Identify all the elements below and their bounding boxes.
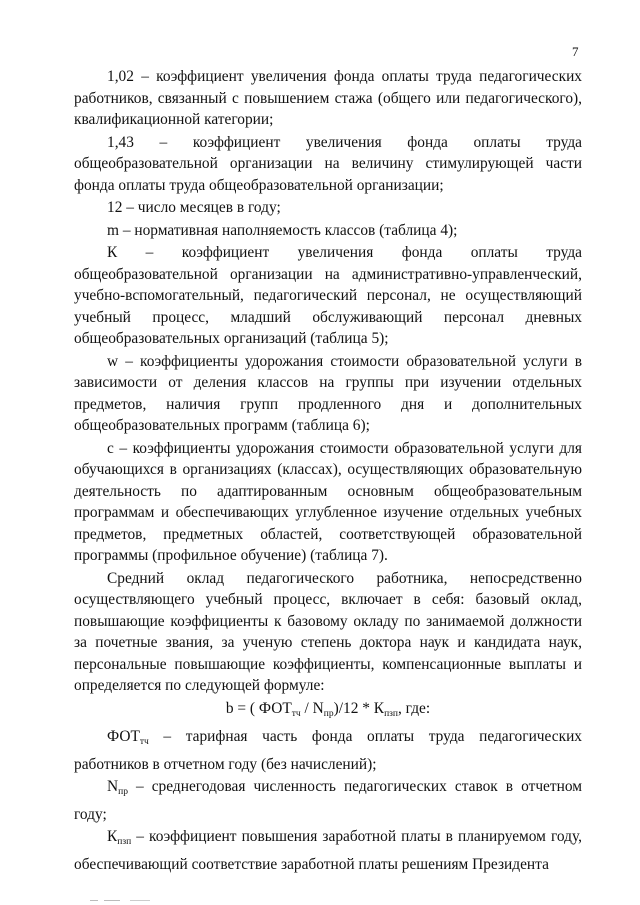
formula-mid1: / N: [300, 699, 324, 717]
formula-mid2: )/12 * К: [333, 699, 385, 717]
paragraph-average-salary: Средний оклад педагогического работника, непосредственно осуществляющего учебный процесс, включает в себя: базовый оклад, повышающие коэффициенты к базовому окладу по занимаемой должности за почетные звания, за ученую степень доктора наук и кандидата наук, персональные повышающие коэффициенты, компенсационные выплаты и определяется по следующей формуле:: [74, 569, 582, 694]
definition-kpzp: [74, 826, 582, 875]
definition-kpzp-sub: пзп: [117, 837, 132, 847]
paragraph-m: m – нормативная наполняемость классов (таблица 4);: [107, 221, 458, 239]
definition-fot-text: – тарифная часть фонда оплаты труда педагогических работников в отчетном году (без начислений);: [74, 728, 582, 773]
paragraph-months: 12 – число месяцев в году;: [107, 199, 281, 216]
formula-tail: , где:: [397, 699, 431, 717]
definition-fot-symbol: ФОТ: [107, 728, 140, 745]
formula-sub-pr: пр: [323, 708, 334, 719]
paragraph-k: К – коэффициент увеличения фонда оплаты труда общеобразовательной организации на административно-управленческий, учебно-вспомогательный, педагогический персонал, не осуществляющий учебный процесс, младший обслуживающий персонал дневных общеобразовательных организаций (таблица 5);: [74, 244, 582, 347]
definition-npr-symbol: N: [107, 778, 119, 795]
document-body: [74, 66, 582, 876]
page-number: 7: [572, 44, 579, 59]
formula-sub-tch: тч: [291, 708, 301, 719]
formula-lhs: b = ( ФОТ: [225, 699, 292, 717]
scan-artifact: [90, 900, 230, 901]
paragraph-coef-143: 1,43 – коэффициент увеличения фонда оплаты труда общеобразовательной организации на величину стимулирующей части фонда оплаты труда общеобразовательной организации;: [74, 133, 582, 194]
paragraph-w: w – коэффициенты удорожания стоимости образовательной услуги в зависимости от деления классов на группы при изучении отдельных предметов, наличия групп продленного дня и дополнительных общеобразовательных программ (таблица 6);: [74, 352, 582, 434]
paragraph-c: c – коэффициенты удорожания стоимости образовательной услуги для обучающихся в организациях (классах), осуществляющих образовательную деятельность по адаптированным основным общеобразовательным программам и обеспечивающих углубленное изучение отдельных учебных предметов, предметных областей, соответствующей образовательной программы (профильное обучение) (таблица 7).: [74, 439, 582, 564]
definition-kpzp-symbol: К: [107, 828, 118, 845]
definition-kpzp-text: – коэффициент повышения заработной платы в планируемом году, обеспечивающий соответствие заработной платы решениям Президента: [74, 828, 582, 873]
paragraph-coef-102: 1,02 – коэффициент увеличения фонда оплаты труда педагогических работников, связанный с повышением стажа (общего или педагогического), квалификационной категории;: [74, 68, 582, 128]
definition-fot-sub: тч: [139, 737, 149, 747]
definition-npr: [74, 776, 582, 825]
definition-npr-sub: пр: [118, 787, 128, 797]
definition-npr-text: – среднегодовая численность педагогических ставок в отчетном году;: [74, 778, 582, 823]
formula: [74, 698, 582, 726]
definition-fot: [74, 726, 582, 775]
formula-sub-pzp: пзп: [384, 708, 398, 719]
